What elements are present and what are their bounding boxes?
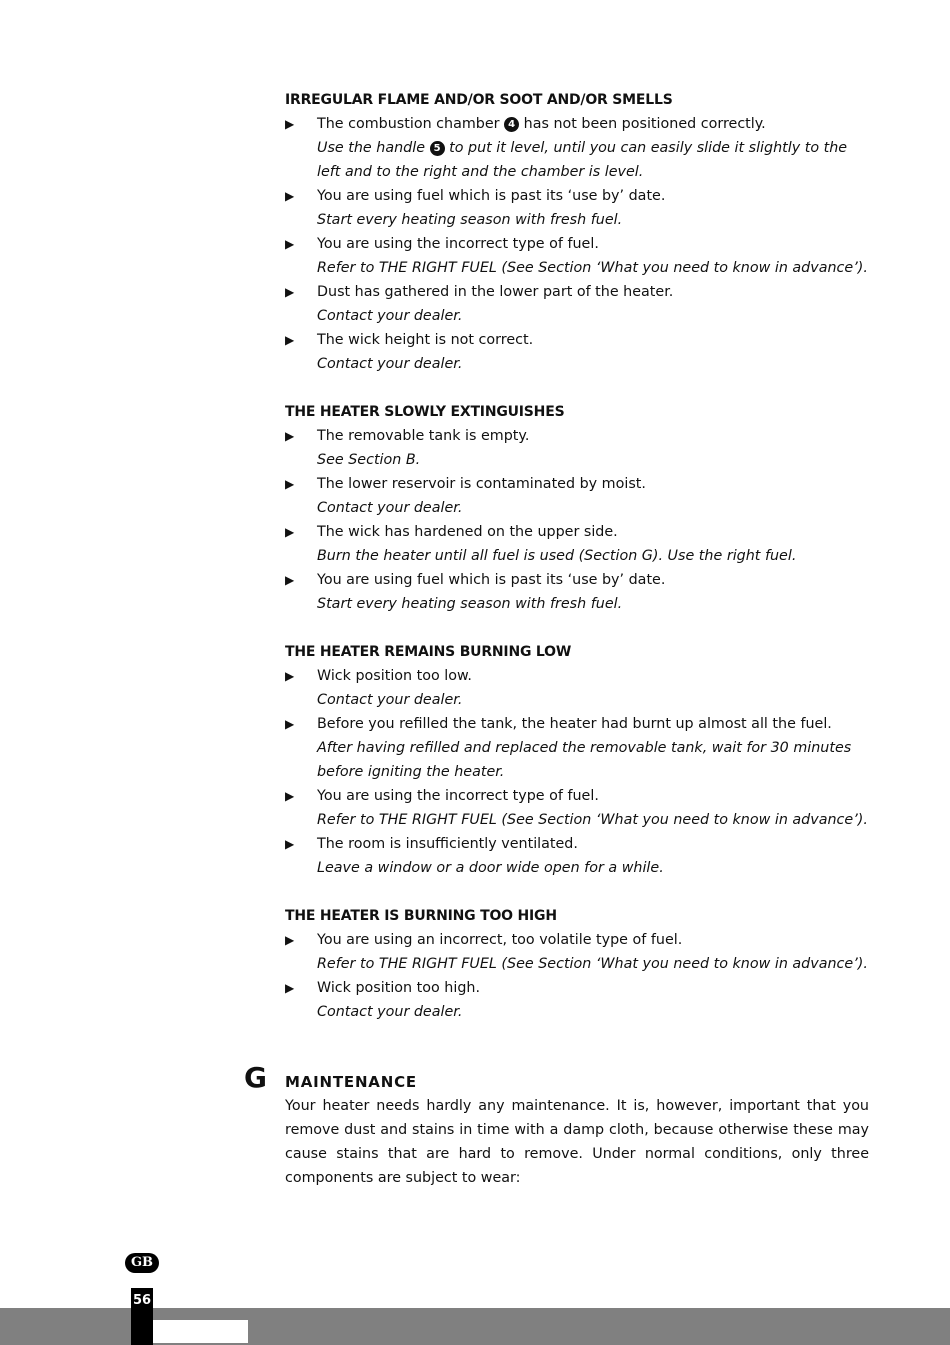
list-item	[285, 976, 869, 1024]
section-irregular-flame	[285, 88, 869, 376]
remedy-text: Contact your dealer.	[317, 1004, 463, 1020]
section-title: THE HEATER IS BURNING TOO HIGH	[285, 908, 557, 924]
list-item	[285, 520, 869, 568]
bullet-arrow-icon: ▶	[285, 429, 295, 443]
footer-strip	[153, 1320, 248, 1343]
maintenance-title: MAINTENANCE	[285, 1073, 417, 1091]
page-number: 56	[132, 1293, 152, 1308]
bullet-arrow-icon: ▶	[285, 573, 295, 587]
bullet-arrow-icon: ▶	[285, 981, 295, 995]
remedy-text: After having refilled and replaced the removable tank, wait for 30 minutes before igniting the heater.	[317, 740, 852, 780]
remedy-text: Refer to THE RIGHT FUEL (See Section ‘What you need to know in advance’).	[317, 260, 868, 276]
cause-text: The wick has hardened on the upper side.	[317, 524, 618, 540]
list-item	[285, 472, 869, 520]
list-item	[285, 424, 869, 472]
remedy-text: Start every heating season with fresh fuel.	[317, 212, 623, 228]
cause-text: Before you refilled the tank, the heater had burnt up almost all the fuel.	[317, 716, 832, 732]
bullet-arrow-icon: ▶	[285, 285, 295, 299]
cause-text: You are using an incorrect, too volatile type of fuel.	[317, 932, 683, 948]
section-title: THE HEATER SLOWLY EXTINGUISHES	[285, 404, 565, 420]
remedy-text: Leave a window or a door wide open for a while.	[317, 860, 664, 876]
cause-text: You are using the incorrect type of fuel.	[317, 788, 599, 804]
remedy-text: Contact your dealer.	[317, 500, 463, 516]
section-title: IRREGULAR FLAME AND/OR SOOT AND/OR SMELLS	[285, 92, 673, 108]
bullet-arrow-icon: ▶	[285, 237, 295, 251]
cause-text: You are using fuel which is past its ‘use by’ date.	[317, 572, 666, 588]
spacer	[285, 376, 869, 400]
spacer	[285, 616, 869, 640]
remedy-text: Contact your dealer.	[317, 308, 463, 324]
bullet-arrow-icon: ▶	[285, 117, 295, 131]
cause-text: The lower reservoir is contaminated by moist.	[317, 476, 646, 492]
bullet-arrow-icon: ▶	[285, 189, 295, 203]
list-item	[285, 712, 869, 784]
remedy-text: Refer to THE RIGHT FUEL (See Section ‘What you need to know in advance’).	[317, 812, 868, 828]
bullet-arrow-icon: ▶	[285, 933, 295, 947]
remedy-text: Contact your dealer.	[317, 356, 463, 372]
list-item	[285, 928, 869, 976]
list-item	[285, 184, 869, 232]
cause-text: The combustion chamber 4 has not been positioned correctly.	[317, 116, 766, 132]
cause-text: The wick height is not correct.	[317, 332, 534, 348]
remedy-text: See Section B.	[317, 452, 421, 468]
cause-text: Dust has gathered in the lower part of the heater.	[317, 284, 674, 300]
list-item	[285, 328, 869, 376]
troubleshooting-content	[285, 88, 869, 1024]
bullet-arrow-icon: ▶	[285, 669, 295, 683]
cause-text: Wick position too high.	[317, 980, 481, 996]
bullet-arrow-icon: ▶	[285, 717, 295, 731]
maintenance-paragraph: Your heater needs hardly any maintenance. It is, however, important that you remove dust and stains in time with a damp cloth, because otherwise these may cause stains that are hard to remove. Under normal conditions, only three components are subject to wear:	[285, 1098, 869, 1186]
list-item	[285, 568, 869, 616]
cause-text: The removable tank is empty.	[317, 428, 530, 444]
language-badge: GB	[125, 1253, 159, 1273]
spacer	[285, 880, 869, 904]
list-item	[285, 832, 869, 880]
bullet-arrow-icon: ▶	[285, 789, 295, 803]
remedy-text: Start every heating season with fresh fuel.	[317, 596, 623, 612]
number-4-icon: 4	[504, 117, 519, 132]
list-item	[285, 232, 869, 280]
bullet-arrow-icon: ▶	[285, 477, 295, 491]
remedy-text: Use the handle 5 to put it level, until you can easily slide it slightly to the left and to the right and the chamber is level.	[317, 140, 848, 180]
list-item	[285, 280, 869, 328]
bullet-arrow-icon: ▶	[285, 525, 295, 539]
section-title: THE HEATER REMAINS BURNING LOW	[285, 644, 572, 660]
cause-text: The room is insufficiently ventilated.	[317, 836, 578, 852]
remedy-text: Refer to THE RIGHT FUEL (See Section ‘What you need to know in advance’).	[317, 956, 868, 972]
list-item	[285, 784, 869, 832]
section-burning-low	[285, 640, 869, 880]
list-item	[285, 112, 869, 184]
section-burning-too-high	[285, 904, 869, 1024]
remedy-text: Burn the heater until all fuel is used (Section G). Use the right fuel.	[317, 548, 797, 564]
cause-text: Wick position too low.	[317, 668, 472, 684]
cause-text: You are using fuel which is past its ‘use by’ date.	[317, 188, 666, 204]
section-slowly-extinguishes	[285, 400, 869, 616]
cause-text: You are using the incorrect type of fuel.	[317, 236, 599, 252]
bullet-arrow-icon: ▶	[285, 333, 295, 347]
section-letter: G	[244, 1061, 267, 1094]
bullet-arrow-icon: ▶	[285, 837, 295, 851]
list-item	[285, 664, 869, 712]
number-5-icon: 5	[430, 141, 445, 156]
remedy-text: Contact your dealer.	[317, 692, 463, 708]
